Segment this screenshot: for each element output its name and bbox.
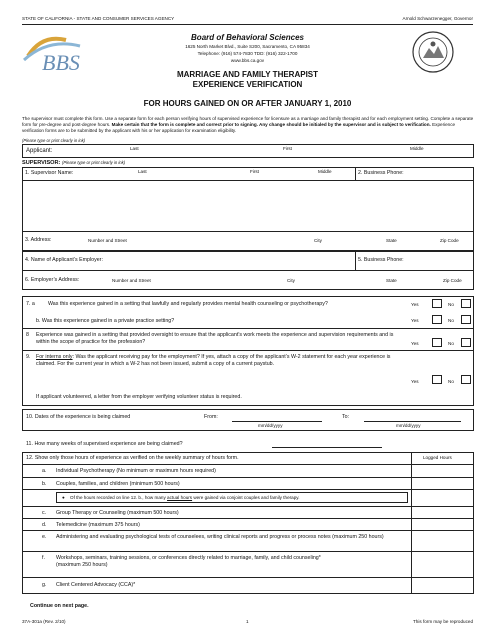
q12g-letter: g. [42, 582, 47, 588]
q12f-letter: f. [42, 555, 45, 561]
q7b-text: b. Was this experience gained in a private practice setting? [36, 318, 175, 324]
q12b-conjoint-hours-input[interactable] [412, 490, 473, 505]
applicant-first-caption: First [283, 146, 292, 151]
q10-to-format: mm/dd/yyyy [396, 423, 421, 428]
employer-name-input[interactable] [110, 252, 354, 269]
q10-from-label: From: [204, 414, 218, 420]
agency-name: STATE OF CALIFORNIA - STATE AND CONSUMER SERVICES AGENCY [22, 16, 175, 21]
q12b-letter: b. [42, 481, 47, 487]
supervisor-name-input[interactable] [90, 167, 352, 180]
q12e-letter: e. [42, 534, 47, 540]
form-title-line1: MARRIAGE AND FAMILY THERAPIST [176, 70, 319, 79]
q7a-text: Was this experience gained in a setting that lawfully and regularly provides mental health counseling or psychotherapy? [48, 301, 328, 307]
q10-from-input[interactable] [232, 421, 322, 422]
supervisor-phone-label: 2. Business Phone: [358, 170, 404, 176]
q12a-hours-input[interactable] [412, 465, 473, 477]
q7a-yes-label: Yes [411, 302, 419, 307]
svg-text:BBS: BBS [42, 50, 80, 74]
q12e-text: Administering and evaluating psychological tests of counselees, writing clinical reports and progress or process notes (maximum 250 hours) [56, 534, 384, 540]
q8-no-checkbox[interactable] [461, 338, 471, 347]
supervisor-first-caption: First [250, 169, 259, 174]
q8-number: 8 [26, 332, 29, 338]
supervisor-phone-input[interactable] [405, 167, 473, 180]
reproduce-note: This form may be reproduced [413, 619, 473, 624]
q12c-text: Group Therapy or Counseling (maximum 500 hours) [56, 510, 179, 516]
questions-section [22, 296, 474, 406]
supervisor-address-label: 3. Address: [25, 237, 52, 243]
q10-to-input[interactable] [364, 421, 461, 422]
q12f-hours-input[interactable] [412, 552, 473, 577]
form-subtitle: FOR HOURS GAINED ON OR AFTER JANUARY 1, 2010 [143, 99, 352, 108]
q7b-yes-label: Yes [411, 318, 419, 323]
q7b-yes-checkbox[interactable] [432, 315, 442, 324]
employer-address-input[interactable] [90, 271, 473, 289]
board-name: Board of Behavioral Sciences [191, 33, 304, 42]
q12a-text: Individual Psychotherapy (No minimum or maximum hours required) [56, 468, 216, 474]
supervisor-middle-caption: Middle [318, 169, 332, 174]
supervisor-name-label: 1. Supervisor Name: [25, 170, 74, 176]
bullet-icon: ● [62, 495, 65, 500]
q9-number: 9. [26, 354, 31, 360]
q10-from-format: mm/dd/yyyy [258, 423, 283, 428]
employer-phone-label: 5. Business Phone: [358, 257, 404, 263]
q8-text: Experience was gained in a setting that provided oversight to ensure that the applicant’s work meets the experience and supervision requirements and is within the scope of practice for the profession? [36, 332, 394, 345]
q9-no-label: No [448, 379, 454, 384]
q12d-text: Telemedicine (maximum 375 hours) [56, 522, 140, 528]
employer-zip-caption: Zip Code [443, 278, 462, 283]
q7b-no-checkbox[interactable] [461, 315, 471, 324]
q7b-no-label: No [448, 318, 454, 323]
q12f-text: Workshops, seminars, training sessions, or conferences directly related to marriage, family, and child counseling* (maximum 250 hours) [56, 555, 321, 568]
continue-note: Continue on next page. [30, 603, 89, 609]
applicant-middle-caption: Middle [410, 146, 424, 151]
q12b-text: Couples, families, and children (minimum 500 hours) [56, 481, 180, 487]
header-rule [22, 24, 473, 25]
supervisor-zip-caption: Zip Code [440, 238, 459, 243]
applicant-label: Applicant: [26, 148, 53, 154]
supervisor-street-caption: Number and Street [88, 238, 127, 243]
q8-yes-checkbox[interactable] [432, 338, 442, 347]
q12e-hours-input[interactable] [412, 531, 473, 551]
q12d-letter: d. [42, 522, 47, 528]
employer-street-caption: Number and Street [112, 278, 151, 283]
employer-city-caption: City [287, 278, 295, 283]
q12d-hours-input[interactable] [412, 519, 473, 530]
q7a-no-label: No [448, 302, 454, 307]
q9-yes-label: Yes [411, 379, 419, 384]
q9-text: For interns only: Was the applicant receiving pay for the employment? If yes, attach a copy of the applicant’s W-2 statement for each year experience is claimed. For the current year in which a W-2 has not been issued, submit a copy of a current paystub. [36, 354, 391, 367]
form-title-line2: EXPERIENCE VERIFICATION [192, 80, 303, 89]
q8-yes-label: Yes [411, 341, 419, 346]
q8-no-label: No [448, 341, 454, 346]
state-seal-icon [411, 30, 455, 74]
governor-name: Arnold Schwarzenegger, Governor [402, 16, 473, 21]
board-website[interactable]: www.bbs.ca.gov [230, 58, 265, 63]
supervisor-last-caption: Last [138, 169, 147, 174]
supervisor-heading: SUPERVISOR: (Please type or print clearly in ink) [22, 160, 126, 166]
print-note: (Please type or print clearly in ink) [22, 138, 86, 143]
employer-phone-input[interactable] [405, 252, 473, 269]
applicant-last-caption: Last [130, 146, 139, 151]
q9-volunteer-note: If applicant volunteered, a letter from the employer verifying volunteer status is required. [36, 394, 242, 400]
q9-no-checkbox[interactable] [461, 375, 471, 384]
employer-address-label: 6. Employer’s Address: [25, 277, 80, 283]
q7a-no-checkbox[interactable] [461, 299, 471, 308]
q10-to-label: To: [342, 414, 350, 420]
q9-yes-checkbox[interactable] [432, 375, 442, 384]
q12-label: 12. Show only those hours of experience as verified on the weekly summary of hours form. [26, 455, 239, 461]
employer-state-caption: State [386, 278, 397, 283]
q12b-conjoint-text: Of the hours recorded on line 12. b., how many actual hours were gained via conjoint couples and family therapy. [70, 495, 300, 500]
bbs-logo [22, 30, 94, 74]
q7a-yes-checkbox[interactable] [432, 299, 442, 308]
q10-label: 10. Dates of the experience is being claimed [26, 414, 131, 420]
q7a-number: 7. a [26, 301, 35, 307]
board-phone: Telephone: (916) 574-7830 TDD: (916) 322-1700 [197, 51, 298, 56]
supervisor-state-caption: State [386, 238, 397, 243]
q12-logged-header: Logged Hours [423, 455, 452, 460]
q12b-hours-input[interactable] [412, 478, 473, 489]
q12a-letter: a. [42, 468, 47, 474]
form-id: 37A-301a (Rev. 2/10) [22, 619, 66, 624]
board-address: 1625 North Market Blvd., Suite S200, Sacramento, CA 95834 [185, 44, 310, 49]
q12g-hours-input[interactable] [412, 578, 473, 593]
intro-text: The supervisor must complete this form. Use a separate form for each person verifying hours of supervised experience for licensure as a marriage and family therapist and for each employment setting. Complete a separate form for pre-degree and post-degree hours. Make certain that the form is complete and correct prior to signing. Any change should be initialed by the supervisor and is subject to verification. Experience verification forms are to be submitted by the applicant with his or her application for examination eligibility. [22, 116, 474, 133]
q11-weeks-input[interactable] [272, 447, 382, 448]
q12c-hours-input[interactable] [412, 507, 473, 518]
q12g-text: Client Centered Advocacy (CCA)* [56, 582, 136, 588]
page-number: 1 [246, 619, 249, 624]
q12c-letter: c. [42, 510, 47, 516]
q11-label: 11. How many weeks of supervised experience are being claimed? [26, 441, 183, 447]
supervisor-city-caption: City [314, 238, 322, 243]
employer-name-label: 4. Name of Applicant’s Employer: [25, 257, 103, 263]
applicant-field[interactable] [22, 144, 474, 158]
